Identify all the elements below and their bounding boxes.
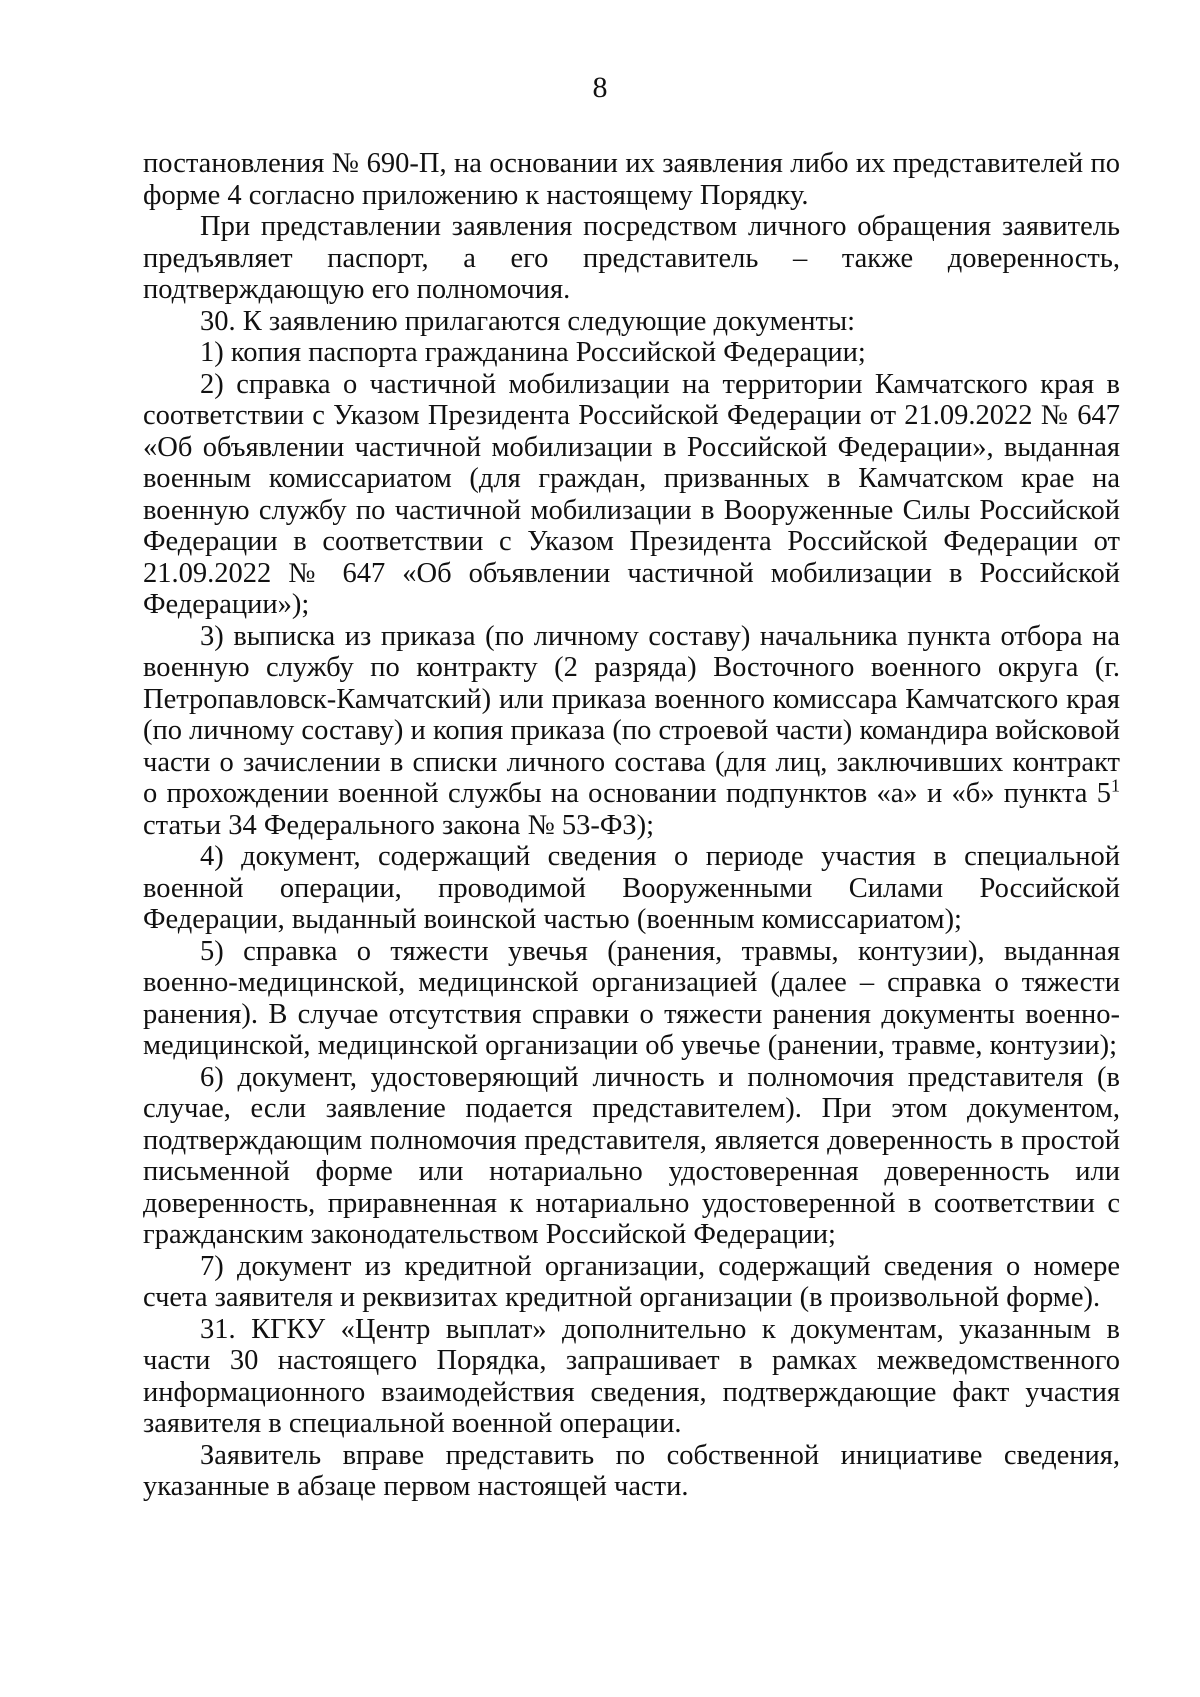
- list-item-1: 1) копия паспорта гражданина Российской Федерации;: [200, 337, 866, 368]
- paragraph-item-31: 31. КГКУ «Центр выплат» дополнительно к документам, указанным в части 30 настоящего Порядка, запрашивает в рамках межведомственного информационного взаимодействия сведения, подтверждающие факт участия заявителя в специальной военной операции.: [143, 1313, 1120, 1439]
- paragraph-item-30: 30. К заявлению прилагаются следующие документы:: [200, 305, 856, 337]
- list-item-5: 5) справка о тяжести увечья (ранения, травмы, контузии), выданная военно-медицинской, медицинской организацией (далее – справка о тяжести ранения). В случае отсутствия справки о тяжести ранения документы военно-медицинской, медицинской организации об увечье (ранении, травме, контузии);: [143, 935, 1120, 1061]
- list-item-7: 7) документ из кредитной организации, содержащий сведения о номере счета заявителя и реквизитах кредитной организации (в произвольной форме).: [143, 1250, 1120, 1313]
- paragraph-applicant-right: Заявитель вправе представить по собственной инициативе сведения, указанные в абзаце первом настоящей части.: [143, 1439, 1120, 1502]
- document-body: [143, 148, 1120, 1503]
- list-item-3-text-before: 3) выписка из приказа (по личному составу) начальника пункта отбора на военную службу по контракту (2 разряда) Восточного военного округа (г. Петропавловск-Камчатский) или приказа военного комиссара Камчатского края (по личному составу) и копия приказа (по строевой части) командира войсковой части о зачислении в списки личного состава (для лиц, заключивших контракт о прохождении военной службы на основании подпунктов «а» и «б» пункта 5: [143, 620, 1120, 809]
- paragraph-continuation: постановления № 690-П, на основании их заявления либо их представителей по форме 4 согласно приложению к настоящему Порядку.: [143, 148, 1120, 211]
- superscript-marker: 1: [1111, 775, 1120, 796]
- page-number: 8: [592, 71, 608, 104]
- paragraph-personal-submission: При представлении заявления посредством личного обращения заявитель предъявляет паспорт, а его представитель – также доверенность, подтверждающую его полномочия.: [143, 211, 1120, 305]
- list-item-3-text-after: статьи 34 Федерального закона № 53-ФЗ);: [143, 809, 655, 841]
- list-item-2: 2) справка о частичной мобилизации на территории Камчатского края в соответствии с Указом Президента Российской Федерации от 21.09.2022 № 647 «Об объявлении частичной мобилизации в Российской Федерации», выданная военным комиссариатом (для граждан, призванных в Камчатском крае на военную службу по частичной мобилизации в Вооруженные Силы Российской Федерации в соответствии с Указом Президента Российской Федерации от 21.09.2022 № 647 «Об объявлении частичной мобилизации в Российской Федерации»);: [143, 368, 1120, 620]
- list-item-3: [143, 621, 1120, 842]
- list-item-4: 4) документ, содержащий сведения о периоде участия в специальной военной операции, проводимой Вооруженными Силами Российской Федерации, выданный воинской частью (военным комиссариатом);: [143, 841, 1120, 935]
- list-item-6: 6) документ, удостоверяющий личность и полномочия представителя (в случае, если заявление подается представителем). При этом документом, подтверждающим полномочия представителя, является доверенность в простой письменной форме или нотариально удостоверенная доверенность или доверенность, приравненная к нотариально удостоверенной в соответствии с гражданским законодательством Российской Федерации;: [143, 1061, 1120, 1250]
